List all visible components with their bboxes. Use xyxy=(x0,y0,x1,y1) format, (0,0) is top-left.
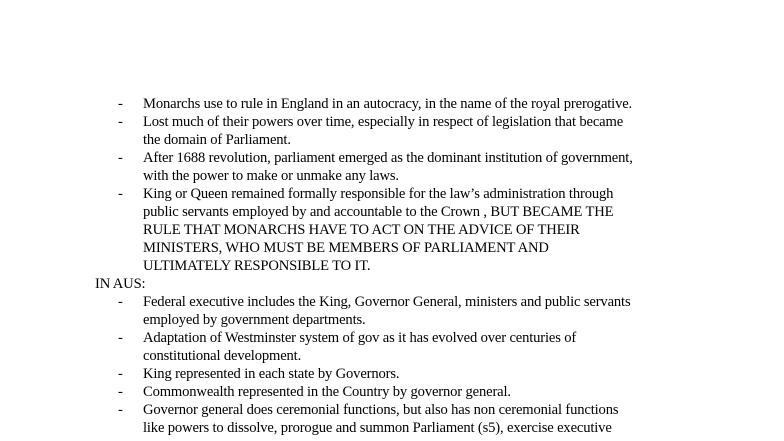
bullet-dash: - xyxy=(118,384,123,400)
bullet-text-line: public servants employed by and accountable to the Crown , BUT BECAME THE xyxy=(143,204,614,220)
bullet-text-line: with the power to make or unmake any laws. xyxy=(143,168,399,184)
bullet-text-line: King or Queen remained formally responsible for the law’s administration through xyxy=(143,186,614,202)
bullet-text-line: Lost much of their powers over time, especially in respect of legislation that became xyxy=(143,114,624,130)
bullet-dash: - xyxy=(118,402,123,418)
bullet-text-line: After 1688 revolution, parliament emerged as the dominant institution of government, xyxy=(143,150,633,166)
bullet-text-line: Adaptation of Westminster system of gov as it has evolved over centuries of xyxy=(143,330,577,346)
bullet-text-line: King represented in each state by Governors. xyxy=(143,366,400,382)
bullet-text-line: ULTIMATELY RESPONSIBLE TO IT. xyxy=(143,258,371,274)
bullet-text-line: Commonwealth represented in the Country by governor general. xyxy=(143,384,511,400)
bullet-dash: - xyxy=(118,294,123,310)
bullet-text-line: RULE THAT MONARCHS HAVE TO ACT ON THE ADVICE OF THEIR xyxy=(143,222,580,238)
bullet-text-line: like powers to dissolve, prorogue and summon Parliament (s5), exercise executive xyxy=(143,420,612,436)
bullet-text-line: the domain of Parliament. xyxy=(143,132,291,148)
bullet-dash: - xyxy=(118,150,123,166)
section-heading: IN AUS: xyxy=(95,276,146,292)
bullet-dash: - xyxy=(118,186,123,202)
bullet-text-line: Governor general does ceremonial functions, but also has non ceremonial functions xyxy=(143,402,619,418)
bullet-text-line: constitutional development. xyxy=(143,348,302,364)
bullet-dash: - xyxy=(118,366,123,382)
bullet-text-line: Monarchs use to rule in England in an autocracy, in the name of the royal prerogative. xyxy=(143,96,633,112)
bullet-dash: - xyxy=(118,114,123,130)
bullet-dash: - xyxy=(118,96,123,112)
bullet-text-line: MINISTERS, WHO MUST BE MEMBERS OF PARLIAMENT AND xyxy=(143,240,549,256)
bullet-text-line: Federal executive includes the King, Governor General, ministers and public servants xyxy=(143,294,631,310)
bullet-text-line: employed by government departments. xyxy=(143,312,366,328)
bullet-dash: - xyxy=(118,330,123,346)
